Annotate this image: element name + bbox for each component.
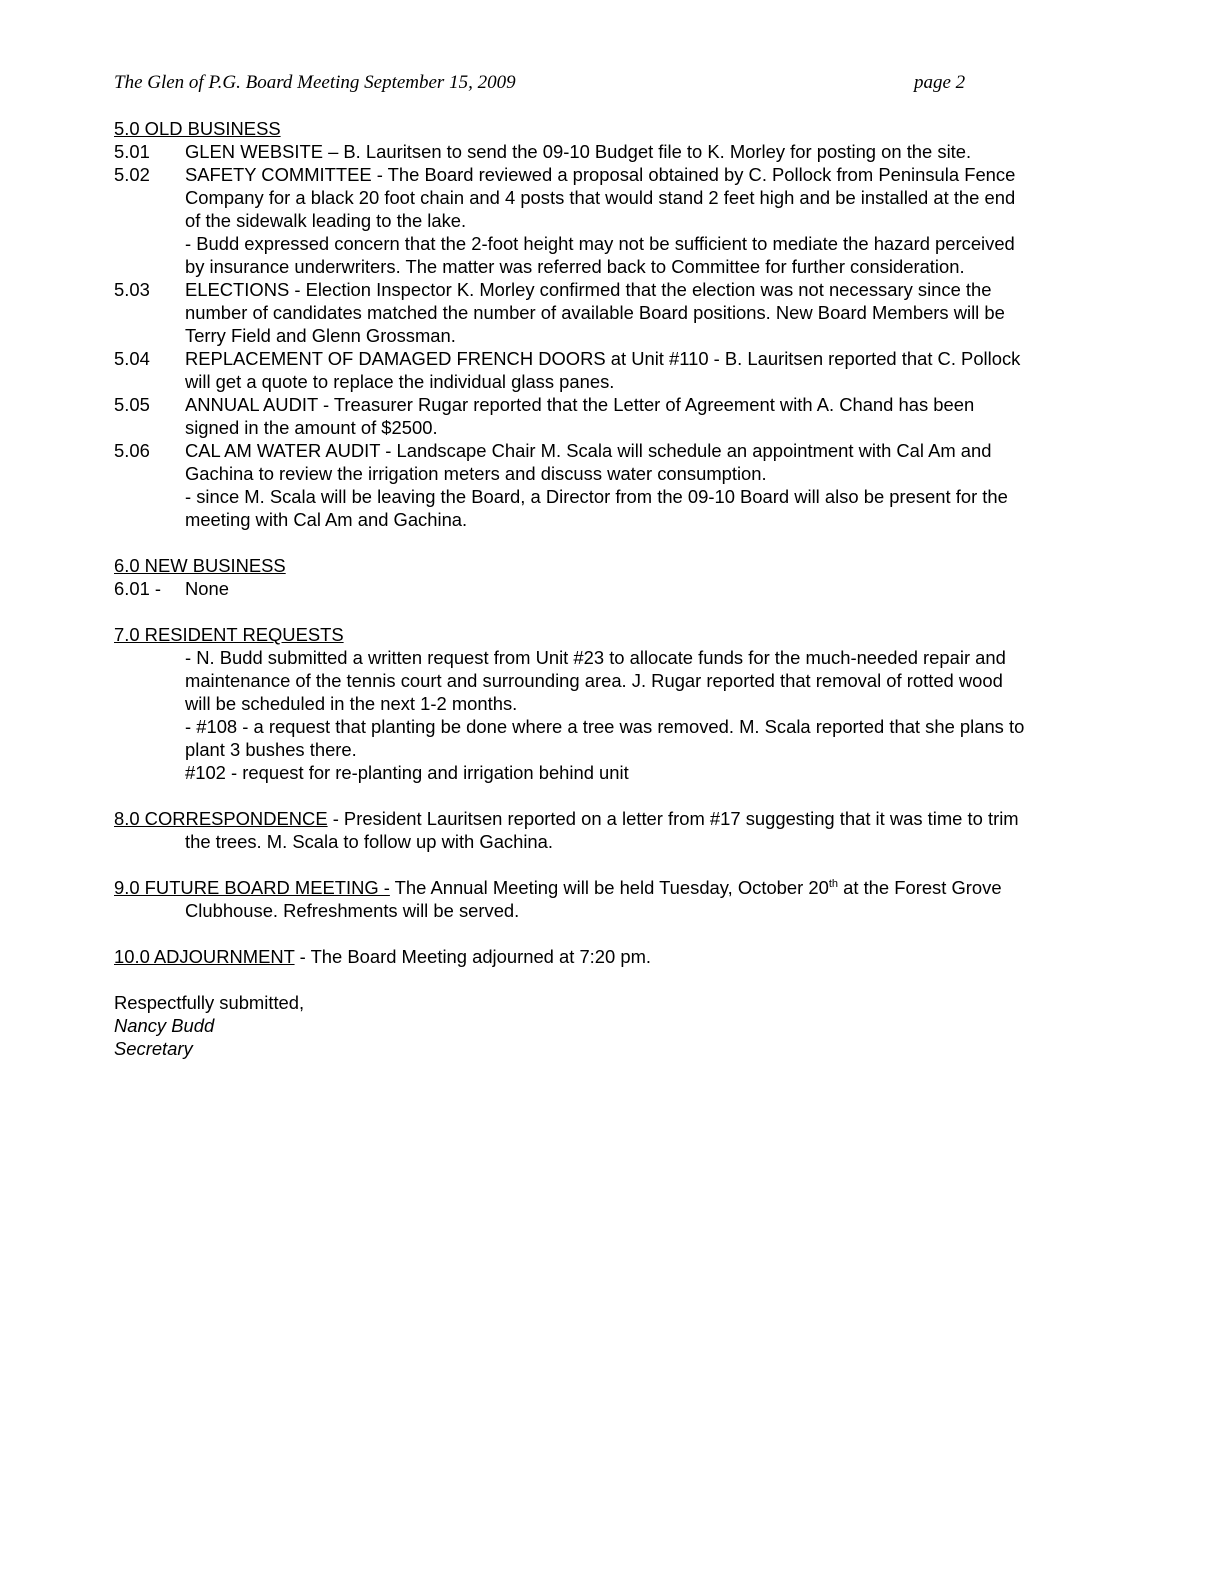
- old-business-items: [114, 140, 1104, 531]
- item-line: ANNUAL AUDIT - Treasurer Rugar reported that the Letter of Agreement with A. Chand has been: [185, 394, 975, 415]
- ordinal-suffix: th: [828, 878, 839, 890]
- future-meeting-text-cont: Clubhouse. Refreshments will be served.: [185, 900, 520, 921]
- item-line: - since M. Scala will be leaving the Board, a Director from the 09-10 Board will also be present for the: [185, 486, 1008, 507]
- request-line: will be scheduled in the next 1-2 months.: [185, 693, 518, 714]
- item-text: [185, 140, 1104, 163]
- old-business-item: [114, 163, 1104, 278]
- item-text: None: [185, 578, 229, 599]
- adjournment-text: - The Board Meeting adjourned at 7:20 pm.: [294, 946, 652, 967]
- section-adjournment: [114, 945, 1104, 968]
- correspondence-text: - President Lauritsen reported on a letter from #17 suggesting that it was time to trim: [327, 808, 1019, 829]
- correspondence-text-cont: the trees. M. Scala to follow up with Gachina.: [185, 831, 553, 852]
- old-business-item: [114, 393, 1104, 439]
- item-line: by insurance underwriters. The matter was referred back to Committee for further consideration.: [185, 256, 965, 277]
- signer-role: Secretary: [114, 1038, 193, 1059]
- old-business-item: [114, 140, 1104, 163]
- item-line: will get a quote to replace the individual glass panes.: [185, 371, 615, 392]
- item-text: [185, 393, 1104, 439]
- section-correspondence: [114, 807, 1104, 830]
- item-line: number of candidates matched the number of available Board positions. New Board Members will be: [185, 302, 1005, 323]
- item-text: [185, 347, 1104, 393]
- section-heading: 5.0 OLD BUSINESS: [114, 118, 281, 139]
- item-number: 5.03: [114, 279, 150, 300]
- item-line: of the sidewalk leading to the lake.: [185, 210, 467, 231]
- item-line: GLEN WEBSITE – B. Lauritsen to send the 09-10 Budget file to K. Morley for posting on the site.: [185, 141, 972, 162]
- item-line: REPLACEMENT OF DAMAGED FRENCH DOORS at Unit #110 - B. Lauritsen reported that C. Pollock: [185, 348, 1021, 369]
- item-text: [185, 163, 1104, 278]
- item-line: signed in the amount of $2500.: [185, 417, 438, 438]
- item-line: ELECTIONS - Election Inspector K. Morley confirmed that the election was not necessary since the: [185, 279, 992, 300]
- item-number: 6.01 -: [114, 578, 162, 599]
- request-line: maintenance of the tennis court and surrounding area. J. Rugar reported that removal of rotted wood: [185, 670, 1003, 691]
- old-business-item: [114, 439, 1104, 531]
- item-number: 5.05: [114, 394, 150, 415]
- future-meeting-text: The Annual Meeting will be held Tuesday, October 20: [389, 877, 829, 898]
- header-title: The Glen of P.G. Board Meeting September 15, 2009: [114, 72, 516, 93]
- item-text: [185, 278, 1104, 347]
- section-heading: 7.0 RESIDENT REQUESTS: [114, 624, 344, 645]
- request-line: #102 - request for re-planting and irrigation behind unit: [185, 762, 629, 783]
- section-heading: 10.0 ADJOURNMENT: [114, 946, 295, 967]
- item-number: 5.01: [114, 141, 150, 162]
- section-heading: 9.0 FUTURE BOARD MEETING -: [114, 877, 390, 898]
- section-old-business: [114, 117, 1104, 140]
- closing-line: Respectfully submitted,: [114, 992, 305, 1013]
- page-header: [114, 72, 974, 96]
- old-business-item: [114, 278, 1104, 347]
- minutes-body: [114, 117, 1104, 1060]
- resident-request-lines: [114, 646, 1104, 784]
- request-line: - #108 - a request that planting be done where a tree was removed. M. Scala reported that she plans to: [185, 716, 1025, 737]
- request-line: - N. Budd submitted a written request from Unit #23 to allocate funds for the much-needed repair and: [185, 647, 1006, 668]
- signer-name: Nancy Budd: [114, 1015, 215, 1036]
- item-line: - Budd expressed concern that the 2-foot height may not be sufficient to mediate the hazard perceived: [185, 233, 1015, 254]
- section-future-meeting: [114, 876, 1104, 899]
- item-text: [185, 439, 1104, 531]
- section-heading: 8.0 CORRESPONDENCE: [114, 808, 328, 829]
- item-line: Terry Field and Glenn Grossman.: [185, 325, 456, 346]
- new-business-item: [114, 577, 1104, 600]
- future-meeting-text-b: at the Forest Grove: [838, 877, 1002, 898]
- item-line: meeting with Cal Am and Gachina.: [185, 509, 468, 530]
- item-line: Gachina to review the irrigation meters and discuss water consumption.: [185, 463, 767, 484]
- item-line: SAFETY COMMITTEE - The Board reviewed a proposal obtained by C. Pollock from Peninsula Fence: [185, 164, 1016, 185]
- item-number: 5.04: [114, 348, 150, 369]
- page-number: page 2: [914, 72, 966, 93]
- item-number: 5.06: [114, 440, 150, 461]
- request-line: plant 3 bushes there.: [185, 739, 357, 760]
- section-resident-requests: [114, 623, 1104, 646]
- item-number: 5.02: [114, 164, 150, 185]
- old-business-item: [114, 347, 1104, 393]
- item-line: CAL AM WATER AUDIT - Landscape Chair M. Scala will schedule an appointment with Cal Am and: [185, 440, 992, 461]
- section-new-business: [114, 554, 1104, 577]
- item-line: Company for a black 20 foot chain and 4 posts that would stand 2 feet high and be installed at the end: [185, 187, 1016, 208]
- section-heading: 6.0 NEW BUSINESS: [114, 555, 286, 576]
